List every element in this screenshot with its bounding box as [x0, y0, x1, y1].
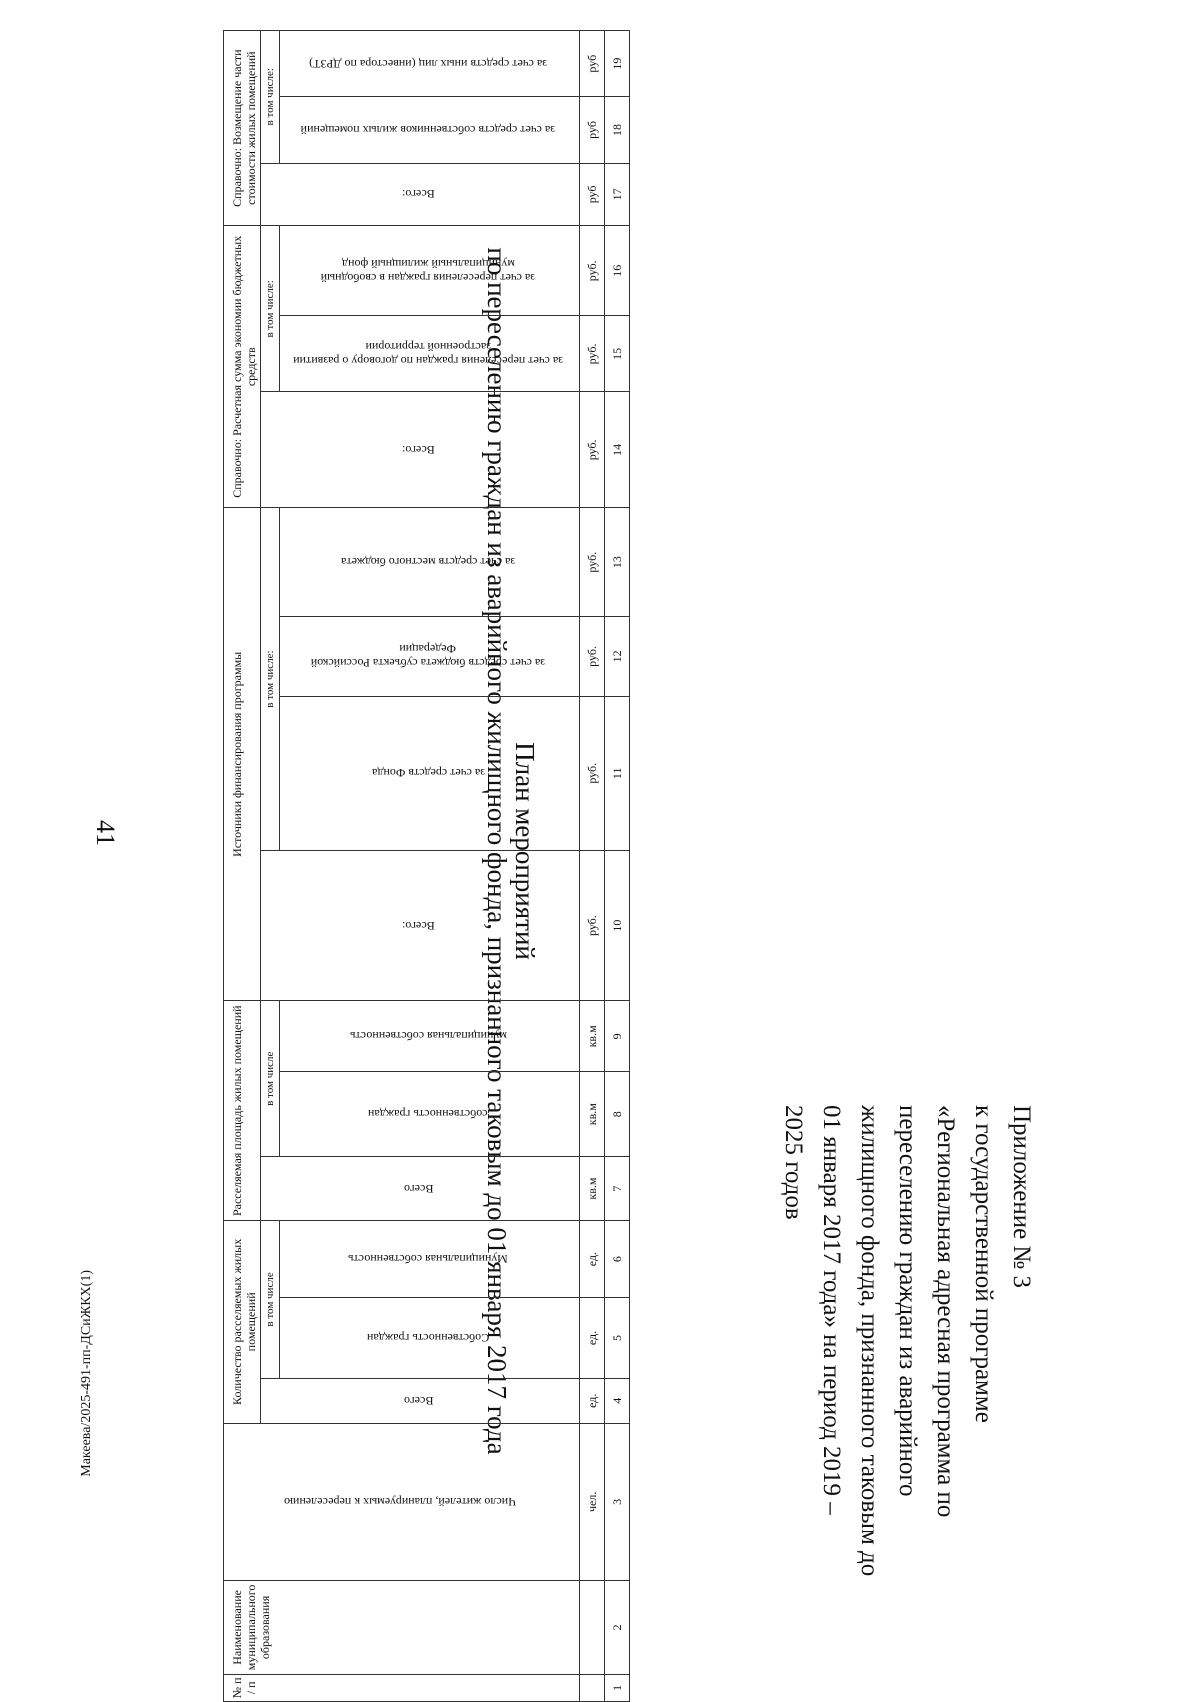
appendix-line: жилищного фонда, признанного таковым до	[856, 1105, 883, 1577]
column-number-cell: 5	[605, 1298, 630, 1379]
unit-cell: кв.м	[580, 1001, 605, 1072]
column-number-cell: 13	[605, 508, 630, 617]
unit-cell: ед.	[580, 1378, 605, 1423]
unit-cell: руб.	[580, 392, 605, 508]
unit-cell: руб.	[580, 850, 605, 1001]
column-number-cell: 15	[605, 316, 630, 392]
header-econ-free-fund-text: за счет переселения граждан в свободный муниципальный жилищный фонд	[320, 256, 536, 285]
header-area-municipal	[280, 1001, 580, 1072]
header-comp-owners	[280, 97, 580, 163]
header-area-total-text: Всего	[403, 1181, 434, 1196]
appendix-line: переселению граждан из аварийного	[894, 1105, 921, 1497]
header-fin-local	[280, 508, 580, 617]
appendix-line: 2025 годов	[780, 1105, 807, 1220]
plan-title: План мероприятий	[510, 742, 540, 960]
appendix-line: Приложение № 3	[1008, 1105, 1035, 1289]
header-count-incl: в том числе	[261, 1221, 280, 1379]
unit-cell: руб.	[580, 226, 605, 316]
header-count-total	[261, 1378, 580, 1423]
column-number-cell: 6	[605, 1221, 630, 1298]
header-area-group: Расселяемая площадь жилых помещений	[224, 1001, 261, 1221]
header-fin-fund-text: за счет средств Фонда	[371, 766, 485, 781]
unit-cell: кв.м	[580, 1072, 605, 1157]
units-row	[580, 31, 605, 1702]
column-number-cell: 4	[605, 1378, 630, 1423]
header-count-citizens-text: Собственность граждан	[366, 1330, 490, 1345]
header-fin-fund	[280, 696, 580, 850]
header-economy-group: Справочно: Расчетная сумма экономии бюджетных средств	[224, 226, 261, 508]
header-area-total	[261, 1157, 580, 1221]
column-number-cell: 11	[605, 696, 630, 850]
appendix-heading	[774, 1105, 1040, 1575]
header-fin-total	[261, 850, 580, 1001]
unit-cell: ед.	[580, 1221, 605, 1298]
header-comp-others-text: за счет средств иных лиц (инвестора по ДРЗТ)	[309, 56, 547, 71]
header-fin-local-text: за счет средств местного бюджета	[340, 555, 516, 570]
column-number-cell: 16	[605, 226, 630, 316]
unit-cell: руб	[580, 31, 605, 97]
unit-cell	[580, 1581, 605, 1675]
column-number-cell: 7	[605, 1157, 630, 1221]
column-number-cell: 10	[605, 850, 630, 1001]
header-area-citizens	[280, 1072, 580, 1157]
column-number-cell: 19	[605, 31, 630, 97]
unit-cell: кв.м	[580, 1157, 605, 1221]
unit-cell: руб	[580, 97, 605, 163]
appendix-line: 01 января 2017 года» на период 2019 –	[818, 1105, 845, 1515]
header-area-incl: в том числе	[261, 1001, 280, 1157]
header-comp-total-text: Всего:	[402, 187, 435, 202]
unit-cell: руб	[580, 163, 605, 226]
column-number-cell: 3	[605, 1423, 630, 1580]
header-fin-total-text: Всего:	[402, 918, 435, 933]
header-area-municipal-text: муниципальная собственность	[349, 1029, 507, 1044]
header-econ-total	[261, 392, 580, 508]
document-footer: Макеева/2025-491-пп-ДСиЖКХ(1)	[79, 1270, 94, 1477]
header-row-number: № п / п	[224, 1674, 580, 1701]
header-comp-owners-text: за счет средств собственников жилых помещений	[300, 122, 556, 137]
appendix-line: к государственной программе	[970, 1105, 997, 1423]
unit-cell: ед.	[580, 1298, 605, 1379]
header-count-citizens	[280, 1298, 580, 1379]
page-number: 41	[91, 820, 120, 846]
column-number-cell: 8	[605, 1072, 630, 1157]
plan-table	[223, 30, 630, 1702]
header-financing-group: Источники финансирования программы	[224, 508, 261, 1001]
header-econ-development-text: за счет переселения граждан по договору о развитии застроенной территории	[293, 339, 563, 368]
header-comp-others	[280, 31, 580, 97]
header-fin-subject	[280, 617, 580, 697]
header-fin-incl: в том числе:	[261, 508, 280, 851]
header-residents	[224, 1423, 580, 1580]
unit-cell: руб.	[580, 617, 605, 697]
unit-cell: чел.	[580, 1423, 605, 1580]
header-comp-incl: в том числе:	[261, 31, 280, 164]
column-number-cell: 18	[605, 97, 630, 163]
header-area-citizens-text: собственность граждан	[368, 1107, 488, 1122]
unit-cell	[580, 1674, 605, 1701]
header-municipality: Наименование муниципального образования	[224, 1581, 580, 1675]
header-econ-incl: в том числе:	[261, 226, 280, 392]
column-number-cell: 12	[605, 617, 630, 697]
header-econ-total-text: Всего:	[402, 442, 435, 457]
header-count-municipal	[280, 1221, 580, 1298]
unit-cell: руб.	[580, 508, 605, 617]
column-number-cell: 14	[605, 392, 630, 508]
header-count-group: Количество расселяемых жилых помещений	[224, 1221, 261, 1424]
header-econ-development	[280, 316, 580, 392]
header-residents-text: Число жителей, планируемых к переселению	[284, 1494, 516, 1509]
column-number-cell: 1	[605, 1674, 630, 1701]
header-compensation-group: Справочно: Возмещение части стоимости жилых помещений	[224, 31, 261, 226]
header-count-municipal-text: Муниципальная собственность	[348, 1252, 508, 1267]
column-number-cell: 9	[605, 1001, 630, 1072]
plan-subtitle: по переселению граждан из аварийного жилищного фонда, признанного таковым до 01 января 2017 года	[482, 247, 512, 1455]
header-comp-total	[261, 163, 580, 226]
header-count-total-text: Всего	[403, 1393, 434, 1408]
column-number-cell: 17	[605, 163, 630, 226]
appendix-line: «Региональная адресная программа по	[932, 1105, 959, 1518]
header-econ-free-fund	[280, 226, 580, 316]
column-number-cell: 2	[605, 1581, 630, 1675]
header-fin-subject-text: за счет средств бюджета субъекта Российской Федерации	[310, 642, 546, 671]
column-numbers-row	[605, 31, 630, 1702]
unit-cell: руб.	[580, 696, 605, 850]
unit-cell: руб.	[580, 316, 605, 392]
